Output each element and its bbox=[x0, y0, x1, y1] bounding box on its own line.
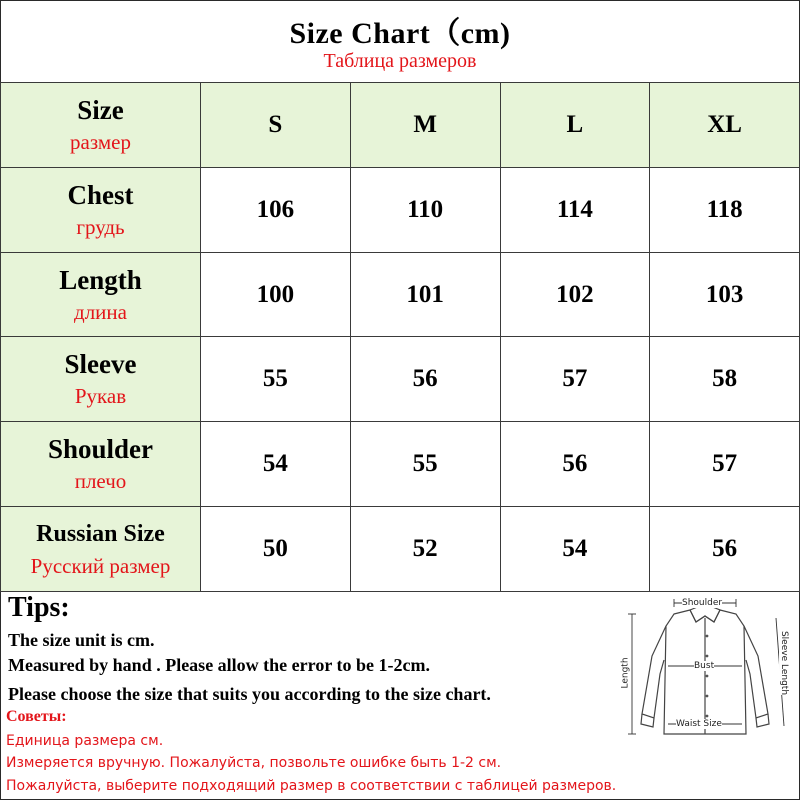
row-label-chest bbox=[1, 167, 201, 252]
page-title: Size Chart（cm) bbox=[289, 17, 511, 50]
row-label-shoulder bbox=[1, 422, 201, 507]
table-row-shoulder bbox=[1, 422, 800, 507]
row-label-ru: длина bbox=[74, 299, 127, 324]
row-label: Russian Size bbox=[36, 521, 165, 548]
table-cell: 118 bbox=[650, 167, 800, 252]
table-row-chest bbox=[1, 167, 800, 252]
table-cell: 55 bbox=[350, 422, 500, 507]
tip-line: Measured by hand . Please allow the error to be 1-2cm. bbox=[8, 655, 430, 675]
size-header-row bbox=[1, 83, 800, 168]
chart-header bbox=[0, 0, 800, 82]
table-cell: 56 bbox=[650, 507, 800, 592]
page-subtitle: Таблица размеров bbox=[323, 50, 477, 72]
row-label-ru: Рукав bbox=[74, 384, 127, 409]
size-header-label-ru: размер bbox=[70, 129, 131, 154]
row-label: Shoulder bbox=[47, 434, 154, 465]
table-cell: 57 bbox=[650, 422, 800, 507]
size-column-l: L bbox=[500, 83, 650, 168]
table-cell: 100 bbox=[201, 252, 351, 337]
table-row-length bbox=[1, 252, 800, 337]
table-cell: 102 bbox=[500, 252, 650, 337]
tip-line-ru: Измеряется вручную. Пожалуйста, позвольте ошибке быть 1-2 см. bbox=[6, 755, 502, 771]
shoulder-label: Shoulder bbox=[682, 598, 723, 608]
row-label: Chest bbox=[67, 179, 134, 210]
tip-line: The size unit is cm. bbox=[8, 630, 155, 650]
table-cell: 50 bbox=[201, 507, 351, 592]
shirt-outline-icon bbox=[614, 596, 796, 754]
size-column-m: M bbox=[350, 83, 500, 168]
table-cell: 55 bbox=[201, 337, 351, 422]
table-cell: 101 bbox=[350, 252, 500, 337]
table-cell: 58 bbox=[650, 337, 800, 422]
size-header-cell bbox=[1, 83, 201, 168]
row-label-ru: плечо bbox=[74, 469, 127, 494]
row-label-length bbox=[1, 252, 201, 337]
table-cell: 54 bbox=[500, 507, 650, 592]
table-row-sleeve bbox=[1, 337, 800, 422]
table-cell: 103 bbox=[650, 252, 800, 337]
table-cell: 56 bbox=[500, 422, 650, 507]
row-label-ru: Русский размер bbox=[30, 554, 171, 579]
tips-title: Tips: bbox=[8, 592, 70, 623]
row-label: Sleeve bbox=[64, 349, 137, 380]
size-header-label: Size bbox=[77, 94, 124, 125]
table-cell: 54 bbox=[201, 422, 351, 507]
table-cell: 110 bbox=[350, 167, 500, 252]
tip-line: Please choose the size that suits you according to the size chart. bbox=[8, 684, 491, 704]
table-cell: 106 bbox=[201, 167, 351, 252]
row-label-russian-size bbox=[1, 507, 201, 592]
bust-label: Bust bbox=[694, 661, 715, 671]
table-cell: 57 bbox=[500, 337, 650, 422]
tips-ru-title: Советы: bbox=[6, 708, 67, 725]
shirt-measurement-diagram bbox=[614, 596, 796, 754]
sleeve-length-label: Sleeve Length bbox=[779, 630, 790, 696]
tip-line-ru: Единица размера см. bbox=[6, 733, 164, 749]
size-column-s: S bbox=[201, 83, 351, 168]
size-table bbox=[0, 82, 800, 592]
table-row-russian-size bbox=[1, 507, 800, 592]
tip-line-ru: Пожалуйста, выберите подходящий размер в соответствии с таблицей размеров. bbox=[6, 778, 617, 794]
size-column-xl: XL bbox=[650, 83, 800, 168]
row-label-sleeve bbox=[1, 337, 201, 422]
length-label: Length bbox=[620, 657, 631, 689]
row-label: Length bbox=[59, 264, 142, 295]
waist-size-label: Waist Size bbox=[676, 719, 722, 729]
table-cell: 114 bbox=[500, 167, 650, 252]
row-label-ru: грудь bbox=[76, 214, 125, 239]
table-cell: 52 bbox=[350, 507, 500, 592]
table-cell: 56 bbox=[350, 337, 500, 422]
